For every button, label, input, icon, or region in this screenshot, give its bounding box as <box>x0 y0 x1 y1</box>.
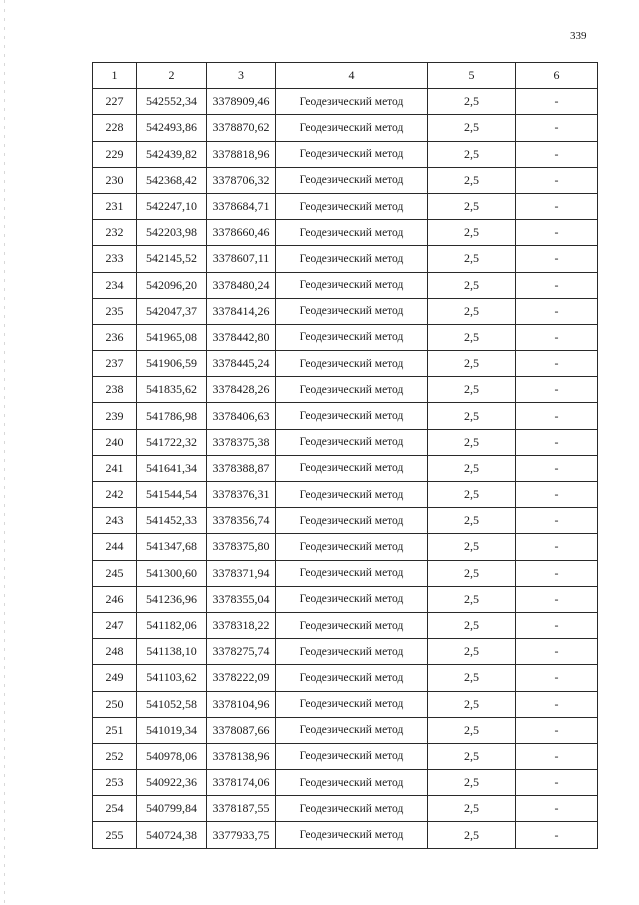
cell-accuracy: 2,5 <box>428 246 516 272</box>
cell-method: Геодезический метод <box>276 298 428 324</box>
cell-method: Геодезический метод <box>276 455 428 481</box>
cell-description: - <box>516 115 598 141</box>
cell-x-coordinate: 542552,34 <box>137 89 207 115</box>
table-row <box>93 691 598 717</box>
cell-y-coordinate: 3378445,24 <box>207 351 276 377</box>
cell-x-coordinate: 541138,10 <box>137 639 207 665</box>
table-row <box>93 796 598 822</box>
cell-method: Геодезический метод <box>276 324 428 350</box>
table-row <box>93 115 598 141</box>
cell-point-number: 247 <box>93 612 137 638</box>
cell-method: Геодезический метод <box>276 691 428 717</box>
cell-y-coordinate: 3378371,94 <box>207 560 276 586</box>
cell-x-coordinate: 542047,37 <box>137 298 207 324</box>
cell-x-coordinate: 541103,62 <box>137 665 207 691</box>
table-row <box>93 141 598 167</box>
cell-y-coordinate: 3378375,80 <box>207 534 276 560</box>
cell-point-number: 250 <box>93 691 137 717</box>
table-row <box>93 612 598 638</box>
cell-accuracy: 2,5 <box>428 482 516 508</box>
cell-method: Геодезический метод <box>276 717 428 743</box>
cell-point-number: 241 <box>93 455 137 481</box>
table-row <box>93 220 598 246</box>
cell-y-coordinate: 3378104,96 <box>207 691 276 717</box>
scan-edge-mark <box>4 0 5 905</box>
cell-y-coordinate: 3378222,09 <box>207 665 276 691</box>
header-cell-5: 5 <box>428 63 516 89</box>
cell-point-number: 255 <box>93 822 137 848</box>
cell-description: - <box>516 455 598 481</box>
cell-point-number: 236 <box>93 324 137 350</box>
cell-point-number: 248 <box>93 639 137 665</box>
header-cell-2: 2 <box>137 63 207 89</box>
cell-description: - <box>516 141 598 167</box>
cell-y-coordinate: 3378375,38 <box>207 429 276 455</box>
cell-method: Геодезический метод <box>276 115 428 141</box>
cell-x-coordinate: 541182,06 <box>137 612 207 638</box>
cell-x-coordinate: 541965,08 <box>137 324 207 350</box>
cell-y-coordinate: 3378414,26 <box>207 298 276 324</box>
cell-x-coordinate: 540799,84 <box>137 796 207 822</box>
table-row <box>93 193 598 219</box>
cell-y-coordinate: 3378138,96 <box>207 743 276 769</box>
cell-point-number: 246 <box>93 586 137 612</box>
cell-x-coordinate: 541347,68 <box>137 534 207 560</box>
cell-method: Геодезический метод <box>276 482 428 508</box>
header-cell-4: 4 <box>276 63 428 89</box>
table-row <box>93 298 598 324</box>
cell-y-coordinate: 3378355,04 <box>207 586 276 612</box>
cell-point-number: 242 <box>93 482 137 508</box>
cell-point-number: 231 <box>93 193 137 219</box>
cell-method: Геодезический метод <box>276 508 428 534</box>
cell-x-coordinate: 541019,34 <box>137 717 207 743</box>
cell-y-coordinate: 3378870,62 <box>207 115 276 141</box>
cell-method: Геодезический метод <box>276 220 428 246</box>
cell-method: Геодезический метод <box>276 429 428 455</box>
cell-y-coordinate: 3378406,63 <box>207 403 276 429</box>
cell-accuracy: 2,5 <box>428 586 516 612</box>
cell-x-coordinate: 542368,42 <box>137 167 207 193</box>
cell-accuracy: 2,5 <box>428 220 516 246</box>
table-header <box>93 63 598 89</box>
cell-description: - <box>516 534 598 560</box>
cell-accuracy: 2,5 <box>428 377 516 403</box>
cell-point-number: 253 <box>93 770 137 796</box>
table-row <box>93 89 598 115</box>
cell-method: Геодезический метод <box>276 560 428 586</box>
table-row <box>93 429 598 455</box>
cell-y-coordinate: 3378706,32 <box>207 167 276 193</box>
cell-description: - <box>516 665 598 691</box>
cell-y-coordinate: 3378376,31 <box>207 482 276 508</box>
cell-description: - <box>516 482 598 508</box>
cell-point-number: 239 <box>93 403 137 429</box>
cell-accuracy: 2,5 <box>428 272 516 298</box>
cell-description: - <box>516 743 598 769</box>
cell-y-coordinate: 3378480,24 <box>207 272 276 298</box>
cell-point-number: 254 <box>93 796 137 822</box>
cell-method: Геодезический метод <box>276 639 428 665</box>
table-row <box>93 586 598 612</box>
cell-method: Геодезический метод <box>276 141 428 167</box>
cell-method: Геодезический метод <box>276 743 428 769</box>
cell-x-coordinate: 541786,98 <box>137 403 207 429</box>
cell-description: - <box>516 586 598 612</box>
cell-x-coordinate: 542493,86 <box>137 115 207 141</box>
table-body <box>93 89 598 848</box>
cell-point-number: 238 <box>93 377 137 403</box>
table-row <box>93 351 598 377</box>
cell-accuracy: 2,5 <box>428 560 516 586</box>
cell-x-coordinate: 541452,33 <box>137 508 207 534</box>
table-row <box>93 167 598 193</box>
cell-point-number: 233 <box>93 246 137 272</box>
cell-accuracy: 2,5 <box>428 691 516 717</box>
cell-accuracy: 2,5 <box>428 534 516 560</box>
cell-method: Геодезический метод <box>276 796 428 822</box>
cell-y-coordinate: 3377933,75 <box>207 822 276 848</box>
cell-description: - <box>516 639 598 665</box>
cell-method: Геодезический метод <box>276 665 428 691</box>
table-row <box>93 403 598 429</box>
cell-y-coordinate: 3378442,80 <box>207 324 276 350</box>
cell-description: - <box>516 193 598 219</box>
page-number: 339 <box>570 30 587 42</box>
table-row <box>93 377 598 403</box>
cell-point-number: 234 <box>93 272 137 298</box>
header-cell-3: 3 <box>207 63 276 89</box>
cell-point-number: 232 <box>93 220 137 246</box>
cell-method: Геодезический метод <box>276 167 428 193</box>
cell-accuracy: 2,5 <box>428 508 516 534</box>
table-row <box>93 743 598 769</box>
cell-x-coordinate: 541906,59 <box>137 351 207 377</box>
cell-method: Геодезический метод <box>276 89 428 115</box>
cell-y-coordinate: 3378174,06 <box>207 770 276 796</box>
cell-y-coordinate: 3378428,26 <box>207 377 276 403</box>
cell-description: - <box>516 612 598 638</box>
cell-y-coordinate: 3378388,87 <box>207 455 276 481</box>
cell-method: Геодезический метод <box>276 534 428 560</box>
cell-x-coordinate: 540724,38 <box>137 822 207 848</box>
cell-description: - <box>516 377 598 403</box>
cell-description: - <box>516 89 598 115</box>
cell-point-number: 240 <box>93 429 137 455</box>
cell-description: - <box>516 429 598 455</box>
cell-method: Геодезический метод <box>276 822 428 848</box>
coordinates-table <box>92 62 598 849</box>
cell-y-coordinate: 3378818,96 <box>207 141 276 167</box>
cell-description: - <box>516 796 598 822</box>
cell-x-coordinate: 540922,36 <box>137 770 207 796</box>
cell-description: - <box>516 822 598 848</box>
cell-description: - <box>516 246 598 272</box>
cell-y-coordinate: 3378275,74 <box>207 639 276 665</box>
cell-accuracy: 2,5 <box>428 115 516 141</box>
cell-accuracy: 2,5 <box>428 743 516 769</box>
cell-accuracy: 2,5 <box>428 193 516 219</box>
cell-description: - <box>516 508 598 534</box>
cell-x-coordinate: 541544,54 <box>137 482 207 508</box>
cell-accuracy: 2,5 <box>428 770 516 796</box>
cell-method: Геодезический метод <box>276 403 428 429</box>
cell-accuracy: 2,5 <box>428 796 516 822</box>
cell-point-number: 244 <box>93 534 137 560</box>
cell-y-coordinate: 3378087,66 <box>207 717 276 743</box>
cell-y-coordinate: 3378684,71 <box>207 193 276 219</box>
cell-x-coordinate: 541722,32 <box>137 429 207 455</box>
cell-accuracy: 2,5 <box>428 403 516 429</box>
cell-description: - <box>516 272 598 298</box>
cell-method: Геодезический метод <box>276 377 428 403</box>
cell-x-coordinate: 541300,60 <box>137 560 207 586</box>
cell-point-number: 249 <box>93 665 137 691</box>
cell-y-coordinate: 3378909,46 <box>207 89 276 115</box>
cell-accuracy: 2,5 <box>428 167 516 193</box>
cell-method: Геодезический метод <box>276 612 428 638</box>
table-row <box>93 482 598 508</box>
cell-x-coordinate: 541052,58 <box>137 691 207 717</box>
table-row <box>93 822 598 848</box>
cell-description: - <box>516 220 598 246</box>
cell-y-coordinate: 3378318,22 <box>207 612 276 638</box>
cell-x-coordinate: 542203,98 <box>137 220 207 246</box>
cell-accuracy: 2,5 <box>428 822 516 848</box>
cell-point-number: 237 <box>93 351 137 377</box>
table-row <box>93 665 598 691</box>
cell-accuracy: 2,5 <box>428 717 516 743</box>
cell-point-number: 251 <box>93 717 137 743</box>
table-row <box>93 324 598 350</box>
cell-description: - <box>516 351 598 377</box>
cell-accuracy: 2,5 <box>428 612 516 638</box>
cell-accuracy: 2,5 <box>428 665 516 691</box>
cell-x-coordinate: 541236,96 <box>137 586 207 612</box>
table-row <box>93 639 598 665</box>
cell-y-coordinate: 3378607,11 <box>207 246 276 272</box>
cell-x-coordinate: 542247,10 <box>137 193 207 219</box>
cell-x-coordinate: 542439,82 <box>137 141 207 167</box>
cell-method: Геодезический метод <box>276 770 428 796</box>
cell-method: Геодезический метод <box>276 586 428 612</box>
cell-method: Геодезический метод <box>276 246 428 272</box>
cell-description: - <box>516 691 598 717</box>
cell-accuracy: 2,5 <box>428 351 516 377</box>
cell-y-coordinate: 3378356,74 <box>207 508 276 534</box>
cell-point-number: 229 <box>93 141 137 167</box>
table-row <box>93 717 598 743</box>
cell-accuracy: 2,5 <box>428 455 516 481</box>
cell-x-coordinate: 542096,20 <box>137 272 207 298</box>
cell-point-number: 245 <box>93 560 137 586</box>
header-row <box>93 63 598 89</box>
cell-description: - <box>516 560 598 586</box>
cell-accuracy: 2,5 <box>428 639 516 665</box>
cell-accuracy: 2,5 <box>428 298 516 324</box>
cell-description: - <box>516 717 598 743</box>
table-row <box>93 272 598 298</box>
cell-point-number: 235 <box>93 298 137 324</box>
header-cell-6: 6 <box>516 63 598 89</box>
cell-description: - <box>516 403 598 429</box>
cell-method: Геодезический метод <box>276 193 428 219</box>
cell-method: Геодезический метод <box>276 351 428 377</box>
cell-x-coordinate: 541835,62 <box>137 377 207 403</box>
cell-x-coordinate: 541641,34 <box>137 455 207 481</box>
table-row <box>93 560 598 586</box>
cell-description: - <box>516 298 598 324</box>
cell-method: Геодезический метод <box>276 272 428 298</box>
cell-y-coordinate: 3378660,46 <box>207 220 276 246</box>
cell-description: - <box>516 770 598 796</box>
cell-x-coordinate: 542145,52 <box>137 246 207 272</box>
cell-accuracy: 2,5 <box>428 141 516 167</box>
cell-point-number: 243 <box>93 508 137 534</box>
cell-description: - <box>516 324 598 350</box>
table-row <box>93 508 598 534</box>
cell-y-coordinate: 3378187,55 <box>207 796 276 822</box>
table-row <box>93 534 598 560</box>
header-cell-1: 1 <box>93 63 137 89</box>
cell-point-number: 230 <box>93 167 137 193</box>
table-row <box>93 246 598 272</box>
cell-accuracy: 2,5 <box>428 324 516 350</box>
table-row <box>93 770 598 796</box>
cell-x-coordinate: 540978,06 <box>137 743 207 769</box>
cell-point-number: 228 <box>93 115 137 141</box>
cell-point-number: 227 <box>93 89 137 115</box>
cell-accuracy: 2,5 <box>428 429 516 455</box>
cell-description: - <box>516 167 598 193</box>
table-row <box>93 455 598 481</box>
cell-point-number: 252 <box>93 743 137 769</box>
cell-accuracy: 2,5 <box>428 89 516 115</box>
